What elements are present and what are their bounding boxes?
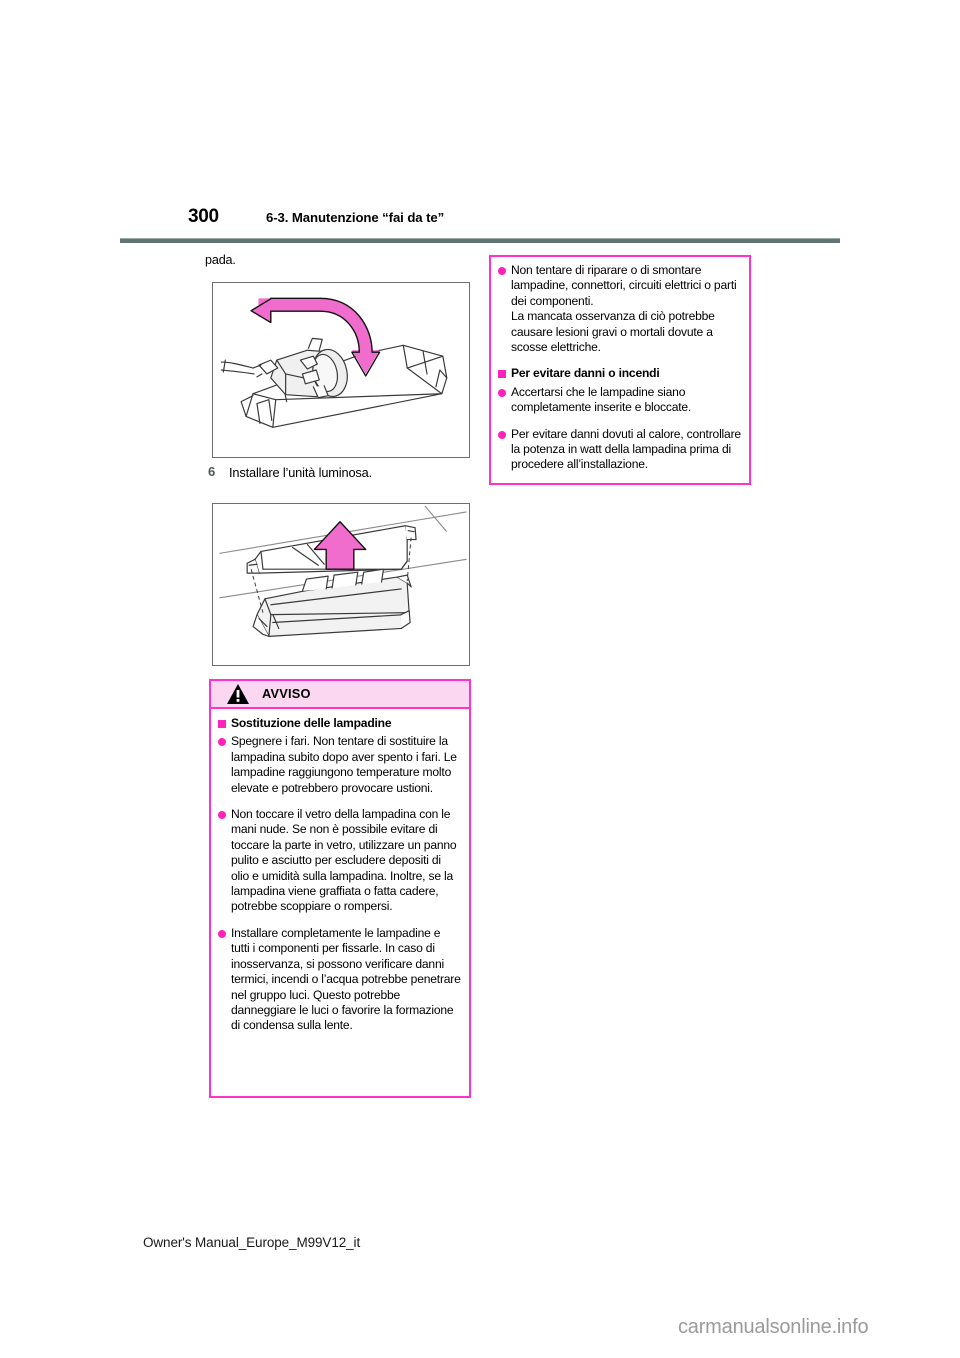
notice-item-text: Non tentare di riparare o di smontare lampadine, connettori, circuiti elettrici o parti dei componenti. La mancata osservanza di ciò potrebbe causare lesioni gravi o mortali dovute a scosse elettriche. <box>511 263 737 355</box>
notice-item <box>498 263 741 355</box>
avviso-item <box>218 807 461 915</box>
notice-item-text: Per evitare danni dovuti al calore, controllare la potenza in watt della lampadina prima di procedere all’installazione. <box>511 426 741 472</box>
avviso-item-text: Non toccare il vetro della lampadina con le mani nude. Se non è possibile evitare di toccare la parte in vetro, utilizzare un panno pulito e asciutto per escludere depositi di olio e umidità sulla lampadina. Inoltre, se la lampadina viene graffiata o fatta cadere, potrebbe scoppiare o rompersi. <box>231 807 457 914</box>
page-number: 300 <box>188 206 219 227</box>
page-header <box>0 206 960 242</box>
round-bullet-icon <box>498 267 506 275</box>
step-6 <box>208 464 470 484</box>
notice-item <box>498 427 741 473</box>
light-unit-install-illustration <box>212 503 470 666</box>
continuation-text: pada. <box>205 253 236 267</box>
notice-item-heading <box>498 366 741 381</box>
notice-warning-box <box>489 255 751 485</box>
headlight-bulb-rotate-illustration <box>212 282 470 458</box>
avviso-item-heading <box>218 716 461 731</box>
round-bullet-icon <box>218 738 226 746</box>
round-bullet-icon <box>218 930 226 938</box>
manual-id-footer: Owner's Manual_Europe_M99V12_it <box>143 1235 361 1250</box>
round-bullet-icon <box>498 389 506 397</box>
avviso-body <box>211 709 469 1040</box>
round-bullet-icon <box>498 431 506 439</box>
square-bullet-icon <box>498 370 506 378</box>
avviso-item <box>218 734 461 796</box>
avviso-item-text: Sostituzione delle lampadine <box>231 716 392 730</box>
avviso-title: AVVISO <box>262 686 311 701</box>
notice-item <box>498 385 741 416</box>
page-title: 6-3. Manutenzione “fai da te” <box>266 210 445 225</box>
square-bullet-icon <box>218 720 226 728</box>
avviso-item <box>218 926 461 1034</box>
notice-item-text: Per evitare danni o incendi <box>511 366 660 381</box>
warning-triangle-icon <box>227 684 249 704</box>
avviso-header <box>211 681 469 709</box>
step-label: Installare l’unità luminosa. <box>229 465 373 480</box>
avviso-warning-box <box>209 679 471 1098</box>
avviso-item-text: Installare completamente le lampadine e tutti i componenti per fissarle. In caso di inosservanza, si possono verificare danni termici, incendi o l’acqua potrebbe penetrare nel gruppo luci. Questo potrebbe danneggiare le luci o favorire la formazione di condensa sulla lente. <box>231 925 461 1033</box>
header-divider <box>120 238 840 243</box>
avviso-item-text: Spegnere i fari. Non tentare di sostituire la lampadina subito dopo aver spento i fari. Le lampadine raggiungono temperature molto elevate e potrebbero provocare ustioni. <box>231 734 457 795</box>
step-number: 6 <box>208 464 216 479</box>
round-bullet-icon <box>218 811 226 819</box>
notice-item-text: Accertarsi che le lampadine siano completamente inserite e bloccate. <box>511 384 692 415</box>
site-watermark: carmanualsonline.info <box>678 1316 869 1338</box>
